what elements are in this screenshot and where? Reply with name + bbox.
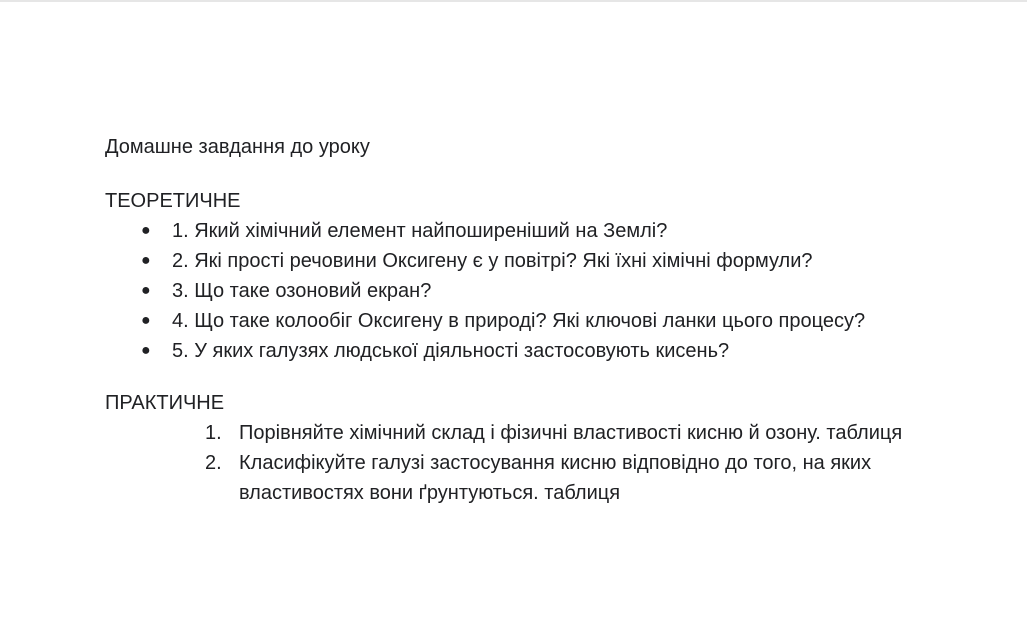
- list-item: [105, 418, 985, 448]
- bullet-icon: ●: [141, 342, 151, 359]
- bullet-icon: ●: [141, 252, 151, 269]
- list-item: [105, 216, 985, 246]
- practice-heading: ПРАКТИЧНЕ: [105, 392, 225, 414]
- list-item: [105, 336, 985, 366]
- task-number: 2.: [205, 452, 222, 474]
- theory-question-text: 1. Який хімічний елемент найпоширеніший на Землі?: [172, 220, 668, 242]
- document-title: Домашне завдання до уроку: [105, 136, 370, 158]
- bullet-icon: ●: [141, 312, 151, 329]
- page-top-border: [0, 0, 1027, 2]
- list-item: [105, 306, 985, 336]
- theory-question-text: 4. Що таке колообіг Оксигену в природі? Які ключові ланки цього процесу?: [172, 310, 866, 332]
- bullet-icon: ●: [141, 282, 151, 299]
- bullet-icon: ●: [141, 222, 151, 239]
- practice-task-list: [105, 418, 985, 508]
- list-item: [105, 276, 985, 306]
- theory-heading: ТЕОРЕТИЧНЕ: [105, 190, 241, 212]
- task-number: 1.: [205, 422, 222, 444]
- theory-question-list: [105, 216, 985, 366]
- list-item: [105, 448, 985, 508]
- theory-question-text: 2. Які прості речовини Оксигену є у повітрі? Які їхні хімічні формули?: [172, 250, 813, 272]
- theory-question-text: 3. Що таке озоновий екран?: [172, 280, 432, 302]
- task-text: Порівняйте хімічний склад і фізичні властивості кисню й озону. таблиця: [239, 422, 903, 444]
- list-item: [105, 246, 985, 276]
- task-text: Класифікуйте галузі застосування кисню відповідно до того, на яких властивостях вони ґрунтуються. таблиця: [239, 452, 872, 504]
- theory-question-text: 5. У яких галузях людської діяльності застосовують кисень?: [172, 340, 730, 362]
- document-body: [105, 134, 985, 508]
